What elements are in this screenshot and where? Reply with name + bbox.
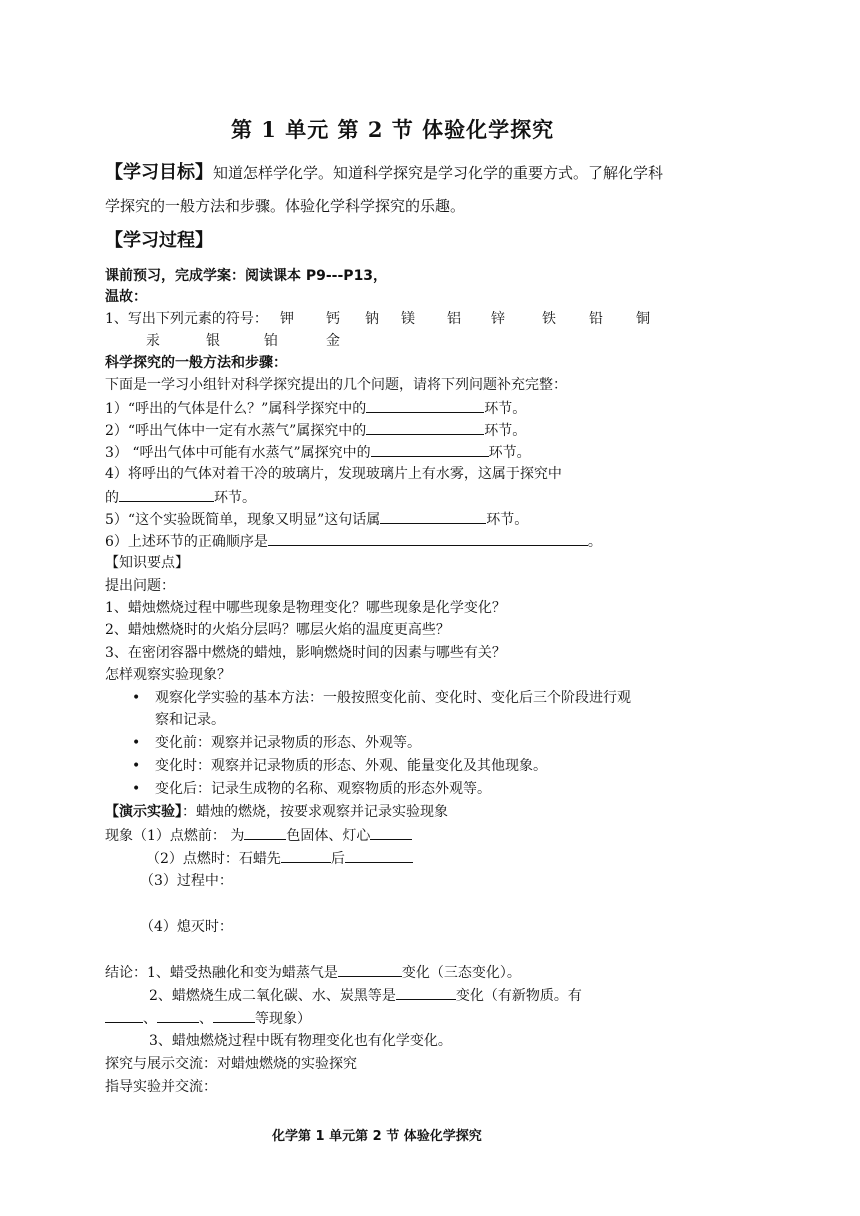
bullet-dot-3: •: [132, 758, 141, 774]
element-cu: 铜: [636, 311, 650, 327]
phen-2-mid: 后: [330, 851, 345, 867]
element-pb: 铅: [589, 311, 603, 327]
conclusion-2-blank-a[interactable]: [105, 1008, 143, 1023]
bullet-2: 变化前：观察并记录物质的形态、外观等。: [155, 735, 421, 751]
conclusion-1: [105, 962, 521, 983]
item-5-blank[interactable]: [380, 509, 486, 524]
item-4-de: 的: [105, 490, 119, 506]
item-1-suffix: 环节。: [484, 401, 527, 417]
element-hg: 汞: [146, 333, 160, 349]
item-2-blank[interactable]: [366, 420, 484, 435]
item-6-suffix: 。: [587, 534, 602, 550]
element-pt: 铂: [264, 333, 278, 349]
question-1: 1、蜡烛燃烧过程中哪些现象是物理变化？哪些现象是化学变化？: [105, 600, 506, 616]
element-na: 钠: [365, 311, 379, 327]
conclusion-2-end: 等现象）: [255, 1011, 311, 1027]
element-fe: 铁: [542, 311, 556, 327]
goal-line-1: [105, 162, 663, 184]
phen-3: （3）过程中：: [140, 873, 233, 889]
conclusion-1-suffix: 变化（三态变化）。: [401, 965, 521, 981]
phen-2-blank-a[interactable]: [281, 848, 331, 863]
goal-text-2: 学探究的一般方法和步骤。体验化学科学探究的乐趣。: [105, 197, 466, 215]
item-3: [105, 442, 531, 463]
item-1: [105, 398, 526, 419]
conclusion-1-blank[interactable]: [338, 962, 402, 977]
bullet-1-line-2: 察和记录。: [155, 712, 225, 728]
bullet-dot-2: •: [132, 735, 141, 751]
item-5: [105, 509, 528, 530]
item-3-suffix: 环节。: [488, 445, 531, 461]
knowledge-heading: 【知识要点】: [105, 555, 189, 571]
conclusion-2: [149, 985, 582, 1006]
phen-1-text: 现象（1）点燃前： 为: [105, 828, 245, 844]
q1-prefix: 1、写出下列元素的符号：: [105, 311, 268, 327]
element-zn: 锌: [491, 311, 505, 327]
phen-1-blank-a[interactable]: [244, 825, 286, 840]
item-2-text: 2）“呼出气体中一定有水蒸气”属探究中的: [105, 423, 367, 439]
item-2-suffix: 环节。: [484, 423, 527, 439]
item-4: 4）将呼出的气体对着干冷的玻璃片，发现玻璃片上有水雾，这属于探究中: [105, 466, 562, 482]
phen-2: [146, 848, 413, 869]
item-4-cont: [105, 487, 256, 508]
element-ca: 钙: [326, 311, 340, 327]
conclusion-2-sep-1: 、: [143, 1011, 157, 1027]
item-5-suffix: 环节。: [486, 512, 529, 528]
page-footer: 化学第 1 单元第 2 节 体验化学探究: [272, 1129, 482, 1144]
method-heading: 科学探究的一般方法和步骤：: [105, 355, 287, 371]
page-title: 第 1 单元 第 2 节 体验化学探究: [231, 117, 555, 142]
preview-line: 课前预习，完成学案：阅读课本 P9---P13，: [105, 268, 388, 284]
bullet-dot-4: •: [132, 781, 141, 797]
question-2: 2、蜡烛燃烧时的火焰分层吗？哪层火焰的温度更高些？: [105, 622, 450, 638]
phen-1: [105, 825, 412, 846]
conclusion-2-cont: [105, 1008, 311, 1029]
intro-line: 下面是一学习小组针对科学探究提出的几个问题，请将下列问题补充完整：: [105, 377, 567, 393]
item-4-blank[interactable]: [119, 487, 214, 502]
item-2: [105, 420, 526, 441]
conclusion-1-text: 结论：1、蜡受热融化和变为蜡蒸气是: [105, 965, 338, 981]
conclusion-2-blank-c[interactable]: [213, 1008, 255, 1023]
demo-text: ：蜡烛的燃烧，按要求观察并记录实验现象: [182, 804, 448, 820]
conclusion-2-text: 2、蜡燃烧生成二氧化碳、水、炭黑等是: [149, 988, 396, 1004]
item-1-text: 1）“呼出的气体是什么？”属科学探究中的: [105, 401, 367, 417]
explore-line: 探究与展示交流：对蜡烛燃烧的实验探究: [105, 1056, 357, 1072]
item-6: [105, 531, 602, 552]
raise-line: 提出问题：: [105, 578, 175, 594]
guide-line: 指导实验并交流：: [105, 1079, 217, 1095]
process-heading: 【学习过程】: [105, 230, 213, 251]
element-mg: 镁: [401, 311, 415, 327]
bullet-4: 变化后：记录生成物的名称、观察物质的形态外观等。: [155, 781, 491, 797]
demo-label: 【演示实验】: [105, 804, 182, 820]
item-6-blank[interactable]: [268, 531, 588, 546]
q1-line: [105, 309, 268, 329]
item-3-text: 3） “呼出气体中可能有水蒸气”属探究中的: [105, 445, 371, 461]
conclusion-2-blank-b[interactable]: [157, 1008, 199, 1023]
conclusion-2-blank[interactable]: [396, 985, 456, 1000]
goal-label: 【学习目标】: [105, 162, 213, 183]
item-6-text: 6）上述环节的正确顺序是: [105, 534, 268, 550]
phen-4: （4）熄灭时：: [140, 919, 233, 935]
goal-text-1: 知道怎样学化学。知道科学探究是学习化学的重要方式。了解化学科: [213, 164, 664, 182]
review-line: 温故：: [105, 289, 147, 305]
question-3: 3、在密闭容器中燃烧的蜡烛，影响燃烧时间的因素与哪些有关？: [105, 645, 506, 661]
item-1-blank[interactable]: [366, 398, 484, 413]
element-au: 金: [326, 333, 340, 349]
conclusion-2-suffix: 变化（有新物质。有: [455, 988, 582, 1004]
element-k: 钾: [280, 311, 294, 327]
conclusion-2-sep-2: 、: [199, 1011, 213, 1027]
phen-2-blank-b[interactable]: [345, 848, 413, 863]
item-5-text: 5）“这个实验既简单，现象又明显”这句话属: [105, 512, 381, 528]
bullet-3: 变化时：观察并记录物质的形态、外观、能量变化及其他现象。: [155, 758, 547, 774]
element-al: 铝: [447, 311, 461, 327]
conclusion-3: 3、蜡烛燃烧过程中既有物理变化也有化学变化。: [149, 1033, 452, 1049]
demo-line: [105, 802, 448, 822]
item-4-suffix: 环节。: [214, 490, 256, 506]
bullet-dot-1: •: [132, 690, 141, 706]
phen-2-text: （2）点燃时：石蜡先: [146, 851, 281, 867]
phen-1-blank-b[interactable]: [370, 825, 412, 840]
bullet-1-line-1: 观察化学实验的基本方法：一般按照变化前、变化时、变化后三个阶段进行观: [155, 690, 631, 706]
phen-1-mid: 色固体、灯心: [286, 828, 371, 844]
item-3-blank[interactable]: [371, 442, 489, 457]
observe-line: 怎样观察实验现象？: [105, 667, 231, 683]
element-ag: 银: [206, 333, 220, 349]
